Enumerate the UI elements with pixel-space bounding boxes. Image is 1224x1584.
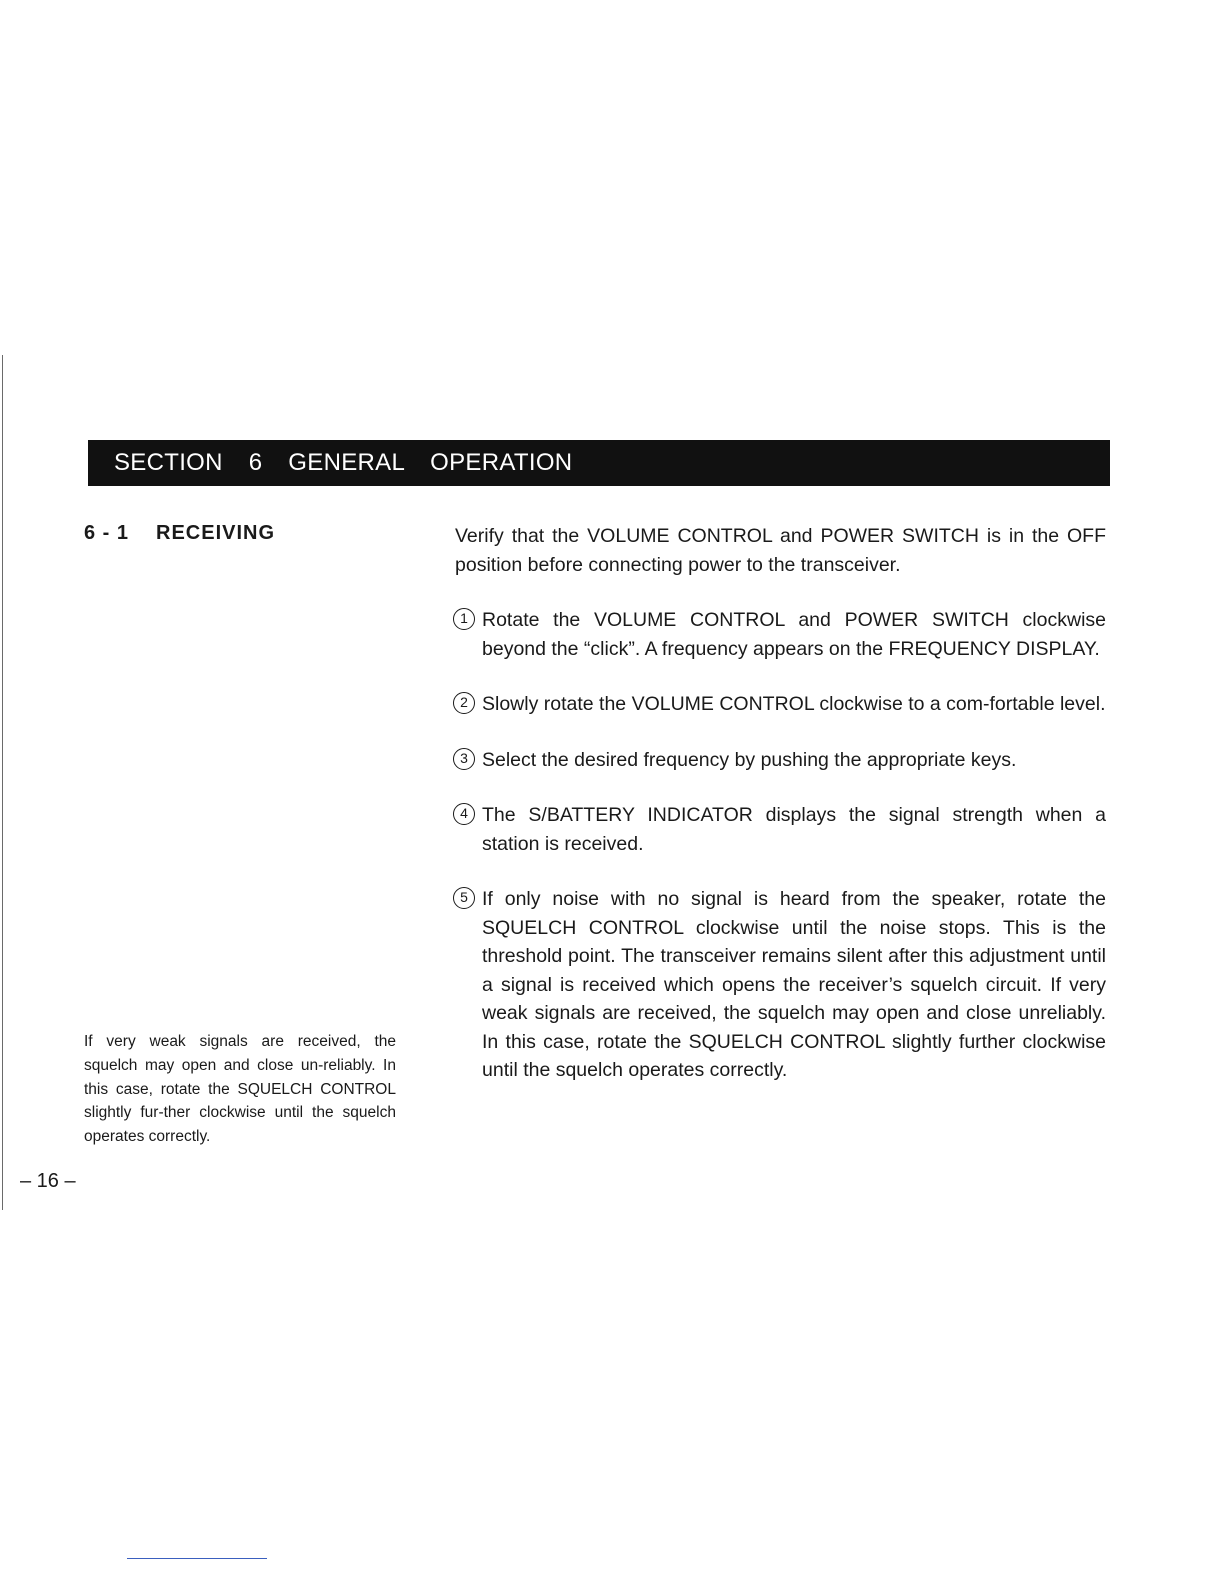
step-text: Rotate the VOLUME CONTROL and POWER SWITCH clockwise beyond the “click”. A frequency appears on the FREQUENCY DISPLAY. [482, 609, 1106, 660]
step-item [455, 801, 1106, 858]
step-item [455, 885, 1106, 1085]
step-list [455, 606, 1106, 1085]
step-number-circle: 4 [453, 803, 475, 825]
subsection-heading [84, 522, 275, 545]
page-edge-rule [2, 355, 3, 1210]
step-number-circle: 1 [453, 608, 475, 630]
step-number-circle: 2 [453, 692, 475, 714]
step-text: Select the desired frequency by pushing the appropriate keys. [482, 748, 1017, 771]
section-header-text: SECTION 6 GENERAL OPERATION [114, 449, 573, 476]
intro-paragraph: Verify that the VOLUME CONTROL and POWER SWITCH is in the OFF position before connecting power to the transceiver. [455, 525, 1106, 576]
step-item [455, 690, 1106, 719]
step-number-circle: 3 [453, 748, 475, 770]
main-column [455, 522, 1106, 1112]
footer-rule [127, 1558, 267, 1559]
step-text: Slowly rotate the VOLUME CONTROL clockwise to a com-fortable level. [482, 693, 1106, 715]
step-text: The S/BATTERY INDICATOR displays the signal strength when a station is received. [482, 804, 1106, 855]
subsection-number: 6 - 1 [84, 522, 130, 544]
step-number-circle: 5 [453, 887, 475, 909]
step-item [455, 606, 1106, 663]
step-text: If only noise with no signal is heard from the speaker, rotate the SQUELCH CONTROL clockwise until the noise stops. This is the threshold point. The transceiver remains silent after this adjustment until a signal is received which opens the receiver’s squelch circuit. If very weak signals are received, the squelch may open and close unreliably. In this case, rotate the SQUELCH CONTROL slightly further clockwise until the squelch operates correctly. [482, 888, 1106, 1081]
side-note: If very weak signals are received, the squelch may open and close un-reliably. In this case, rotate the SQUELCH CONTROL slightly fur-ther clockwise until the squelch operates correctly. [84, 1033, 396, 1146]
subsection-title: RECEIVING [156, 522, 276, 544]
step-item [455, 746, 1106, 775]
page-number: – 16 – [20, 1170, 76, 1192]
section-header [88, 440, 1110, 486]
